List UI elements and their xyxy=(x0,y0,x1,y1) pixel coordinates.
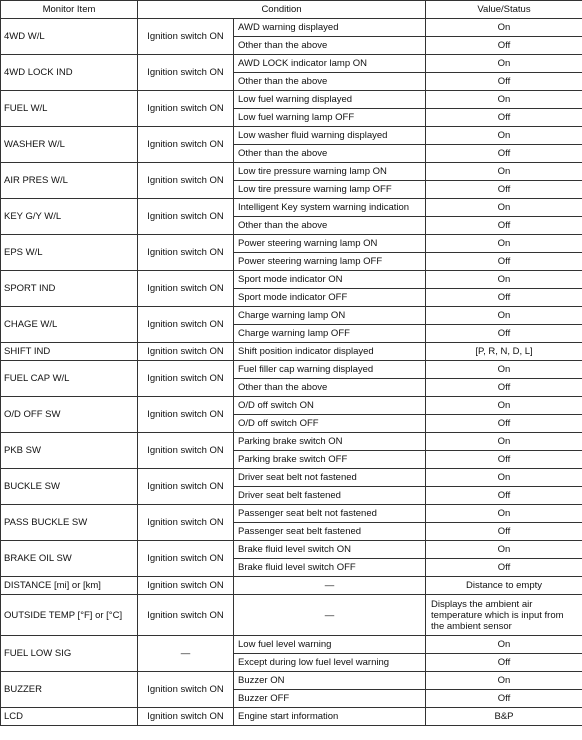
value-status-cell: On xyxy=(426,541,582,559)
monitor-item-cell: KEY G/Y W/L xyxy=(1,199,138,235)
value-status-cell: On xyxy=(426,361,582,379)
value-status-cell: Off xyxy=(426,109,582,127)
condition-cell: Sport mode indicator ON xyxy=(234,271,426,289)
value-status-cell: On xyxy=(426,433,582,451)
value-status-cell: Off xyxy=(426,451,582,469)
value-status-cell: On xyxy=(426,397,582,415)
condition-cell: — xyxy=(234,595,426,636)
table-row xyxy=(1,397,582,415)
ignition-condition-cell: Ignition switch ON xyxy=(138,708,234,726)
condition-cell: Other than the above xyxy=(234,73,426,91)
condition-cell: Driver seat belt fastened xyxy=(234,487,426,505)
condition-cell: Other than the above xyxy=(234,217,426,235)
monitor-item-cell: PASS BUCKLE SW xyxy=(1,505,138,541)
table-row xyxy=(1,235,582,253)
table-row xyxy=(1,307,582,325)
condition-cell: O/D off switch OFF xyxy=(234,415,426,433)
condition-cell: Passenger seat belt fastened xyxy=(234,523,426,541)
table-row xyxy=(1,361,582,379)
monitor-item-cell: PKB SW xyxy=(1,433,138,469)
condition-cell: Low washer fluid warning displayed xyxy=(234,127,426,145)
value-status-cell: On xyxy=(426,505,582,523)
condition-cell: — xyxy=(234,577,426,595)
ignition-condition-cell: Ignition switch ON xyxy=(138,469,234,505)
value-status-cell: Off xyxy=(426,559,582,577)
header-row xyxy=(1,1,582,19)
table-row xyxy=(1,163,582,181)
condition-cell: Buzzer OFF xyxy=(234,690,426,708)
value-status-cell: On xyxy=(426,235,582,253)
ignition-condition-cell: Ignition switch ON xyxy=(138,271,234,307)
ignition-condition-cell: Ignition switch ON xyxy=(138,235,234,271)
condition-cell: Low tire pressure warning lamp ON xyxy=(234,163,426,181)
ignition-condition-cell: — xyxy=(138,636,234,672)
header-value-status: Value/Status xyxy=(426,1,582,19)
table-row xyxy=(1,127,582,145)
monitor-item-cell: LCD xyxy=(1,708,138,726)
ignition-condition-cell: Ignition switch ON xyxy=(138,199,234,235)
value-status-cell: B&P xyxy=(426,708,582,726)
monitor-item-cell: DISTANCE [mi] or [km] xyxy=(1,577,138,595)
monitor-item-cell: BUZZER xyxy=(1,672,138,708)
ignition-condition-cell: Ignition switch ON xyxy=(138,672,234,708)
value-status-cell: On xyxy=(426,19,582,37)
table-row xyxy=(1,708,582,726)
ignition-condition-cell: Ignition switch ON xyxy=(138,595,234,636)
value-status-cell: On xyxy=(426,307,582,325)
monitor-item-cell: OUTSIDE TEMP [°F] or [°C] xyxy=(1,595,138,636)
ignition-condition-cell: Ignition switch ON xyxy=(138,55,234,91)
monitor-item-cell: WASHER W/L xyxy=(1,127,138,163)
monitor-item-cell: CHAGE W/L xyxy=(1,307,138,343)
monitor-item-cell: BRAKE OIL SW xyxy=(1,541,138,577)
value-status-cell: Off xyxy=(426,379,582,397)
ignition-condition-cell: Ignition switch ON xyxy=(138,577,234,595)
value-status-cell: On xyxy=(426,469,582,487)
value-status-cell: On xyxy=(426,672,582,690)
header-monitor-item: Monitor Item xyxy=(1,1,138,19)
monitor-item-cell: BUCKLE SW xyxy=(1,469,138,505)
condition-cell: Parking brake switch ON xyxy=(234,433,426,451)
monitor-item-cell: 4WD W/L xyxy=(1,19,138,55)
value-status-cell: Off xyxy=(426,487,582,505)
ignition-condition-cell: Ignition switch ON xyxy=(138,19,234,55)
value-status-cell: Off xyxy=(426,654,582,672)
value-status-cell: Off xyxy=(426,181,582,199)
value-status-cell: On xyxy=(426,271,582,289)
ignition-condition-cell: Ignition switch ON xyxy=(138,163,234,199)
table-row xyxy=(1,343,582,361)
condition-cell: Low fuel level warning xyxy=(234,636,426,654)
condition-cell: O/D off switch ON xyxy=(234,397,426,415)
monitor-item-cell: 4WD LOCK IND xyxy=(1,55,138,91)
value-status-cell: Off xyxy=(426,37,582,55)
table-row xyxy=(1,91,582,109)
condition-cell: Fuel filler cap warning displayed xyxy=(234,361,426,379)
ignition-condition-cell: Ignition switch ON xyxy=(138,127,234,163)
condition-cell: AWD LOCK indicator lamp ON xyxy=(234,55,426,73)
table-row xyxy=(1,55,582,73)
value-status-cell: On xyxy=(426,91,582,109)
value-status-cell: Off xyxy=(426,523,582,541)
table-row xyxy=(1,271,582,289)
condition-cell: Low fuel warning displayed xyxy=(234,91,426,109)
ignition-condition-cell: Ignition switch ON xyxy=(138,505,234,541)
value-status-cell: On xyxy=(426,199,582,217)
value-status-cell: Off xyxy=(426,289,582,307)
value-status-cell: On xyxy=(426,636,582,654)
value-status-cell: Off xyxy=(426,217,582,235)
condition-cell: AWD warning displayed xyxy=(234,19,426,37)
condition-cell: Charge warning lamp OFF xyxy=(234,325,426,343)
condition-cell: Except during low fuel level warning xyxy=(234,654,426,672)
value-status-cell: On xyxy=(426,163,582,181)
monitor-item-cell: EPS W/L xyxy=(1,235,138,271)
condition-cell: Sport mode indicator OFF xyxy=(234,289,426,307)
condition-cell: Intelligent Key system warning indication xyxy=(234,199,426,217)
condition-cell: Brake fluid level switch OFF xyxy=(234,559,426,577)
table-row xyxy=(1,505,582,523)
header-condition: Condition xyxy=(138,1,426,19)
condition-cell: Buzzer ON xyxy=(234,672,426,690)
ignition-condition-cell: Ignition switch ON xyxy=(138,361,234,397)
condition-cell: Passenger seat belt not fastened xyxy=(234,505,426,523)
table-row xyxy=(1,199,582,217)
value-status-cell: On xyxy=(426,127,582,145)
condition-cell: Other than the above xyxy=(234,145,426,163)
value-status-cell: Off xyxy=(426,73,582,91)
value-status-cell: Off xyxy=(426,415,582,433)
value-status-cell: [P, R, N, D, L] xyxy=(426,343,582,361)
table-row xyxy=(1,541,582,559)
condition-cell: Charge warning lamp ON xyxy=(234,307,426,325)
condition-cell: Low fuel warning lamp OFF xyxy=(234,109,426,127)
monitor-item-cell: SPORT IND xyxy=(1,271,138,307)
condition-cell: Brake fluid level switch ON xyxy=(234,541,426,559)
table-row xyxy=(1,577,582,595)
condition-cell: Power steering warning lamp ON xyxy=(234,235,426,253)
value-status-cell: Off xyxy=(426,145,582,163)
monitor-item-cell: AIR PRES W/L xyxy=(1,163,138,199)
table-row xyxy=(1,469,582,487)
ignition-condition-cell: Ignition switch ON xyxy=(138,541,234,577)
monitor-item-cell: O/D OFF SW xyxy=(1,397,138,433)
table-row xyxy=(1,636,582,654)
monitor-item-cell: FUEL CAP W/L xyxy=(1,361,138,397)
monitor-item-cell: FUEL LOW SIG xyxy=(1,636,138,672)
monitor-item-cell: FUEL W/L xyxy=(1,91,138,127)
ignition-condition-cell: Ignition switch ON xyxy=(138,91,234,127)
table-row xyxy=(1,19,582,37)
ignition-condition-cell: Ignition switch ON xyxy=(138,433,234,469)
condition-cell: Power steering warning lamp OFF xyxy=(234,253,426,271)
value-status-cell: Off xyxy=(426,690,582,708)
condition-cell: Other than the above xyxy=(234,37,426,55)
monitor-item-cell: SHIFT IND xyxy=(1,343,138,361)
ignition-condition-cell: Ignition switch ON xyxy=(138,343,234,361)
value-status-cell: Off xyxy=(426,253,582,271)
ignition-condition-cell: Ignition switch ON xyxy=(138,397,234,433)
condition-cell: Low tire pressure warning lamp OFF xyxy=(234,181,426,199)
ignition-condition-cell: Ignition switch ON xyxy=(138,307,234,343)
table-row xyxy=(1,595,582,636)
condition-cell: Shift position indicator displayed xyxy=(234,343,426,361)
condition-cell: Other than the above xyxy=(234,379,426,397)
value-status-cell: Distance to empty xyxy=(426,577,582,595)
value-status-cell: Displays the ambient air temperature which is input from the ambient sensor xyxy=(426,595,582,636)
table-row xyxy=(1,433,582,451)
condition-cell: Engine start information xyxy=(234,708,426,726)
value-status-cell: Off xyxy=(426,325,582,343)
condition-cell: Parking brake switch OFF xyxy=(234,451,426,469)
table-row xyxy=(1,672,582,690)
table-body xyxy=(1,19,582,726)
value-status-cell: On xyxy=(426,55,582,73)
condition-cell: Driver seat belt not fastened xyxy=(234,469,426,487)
